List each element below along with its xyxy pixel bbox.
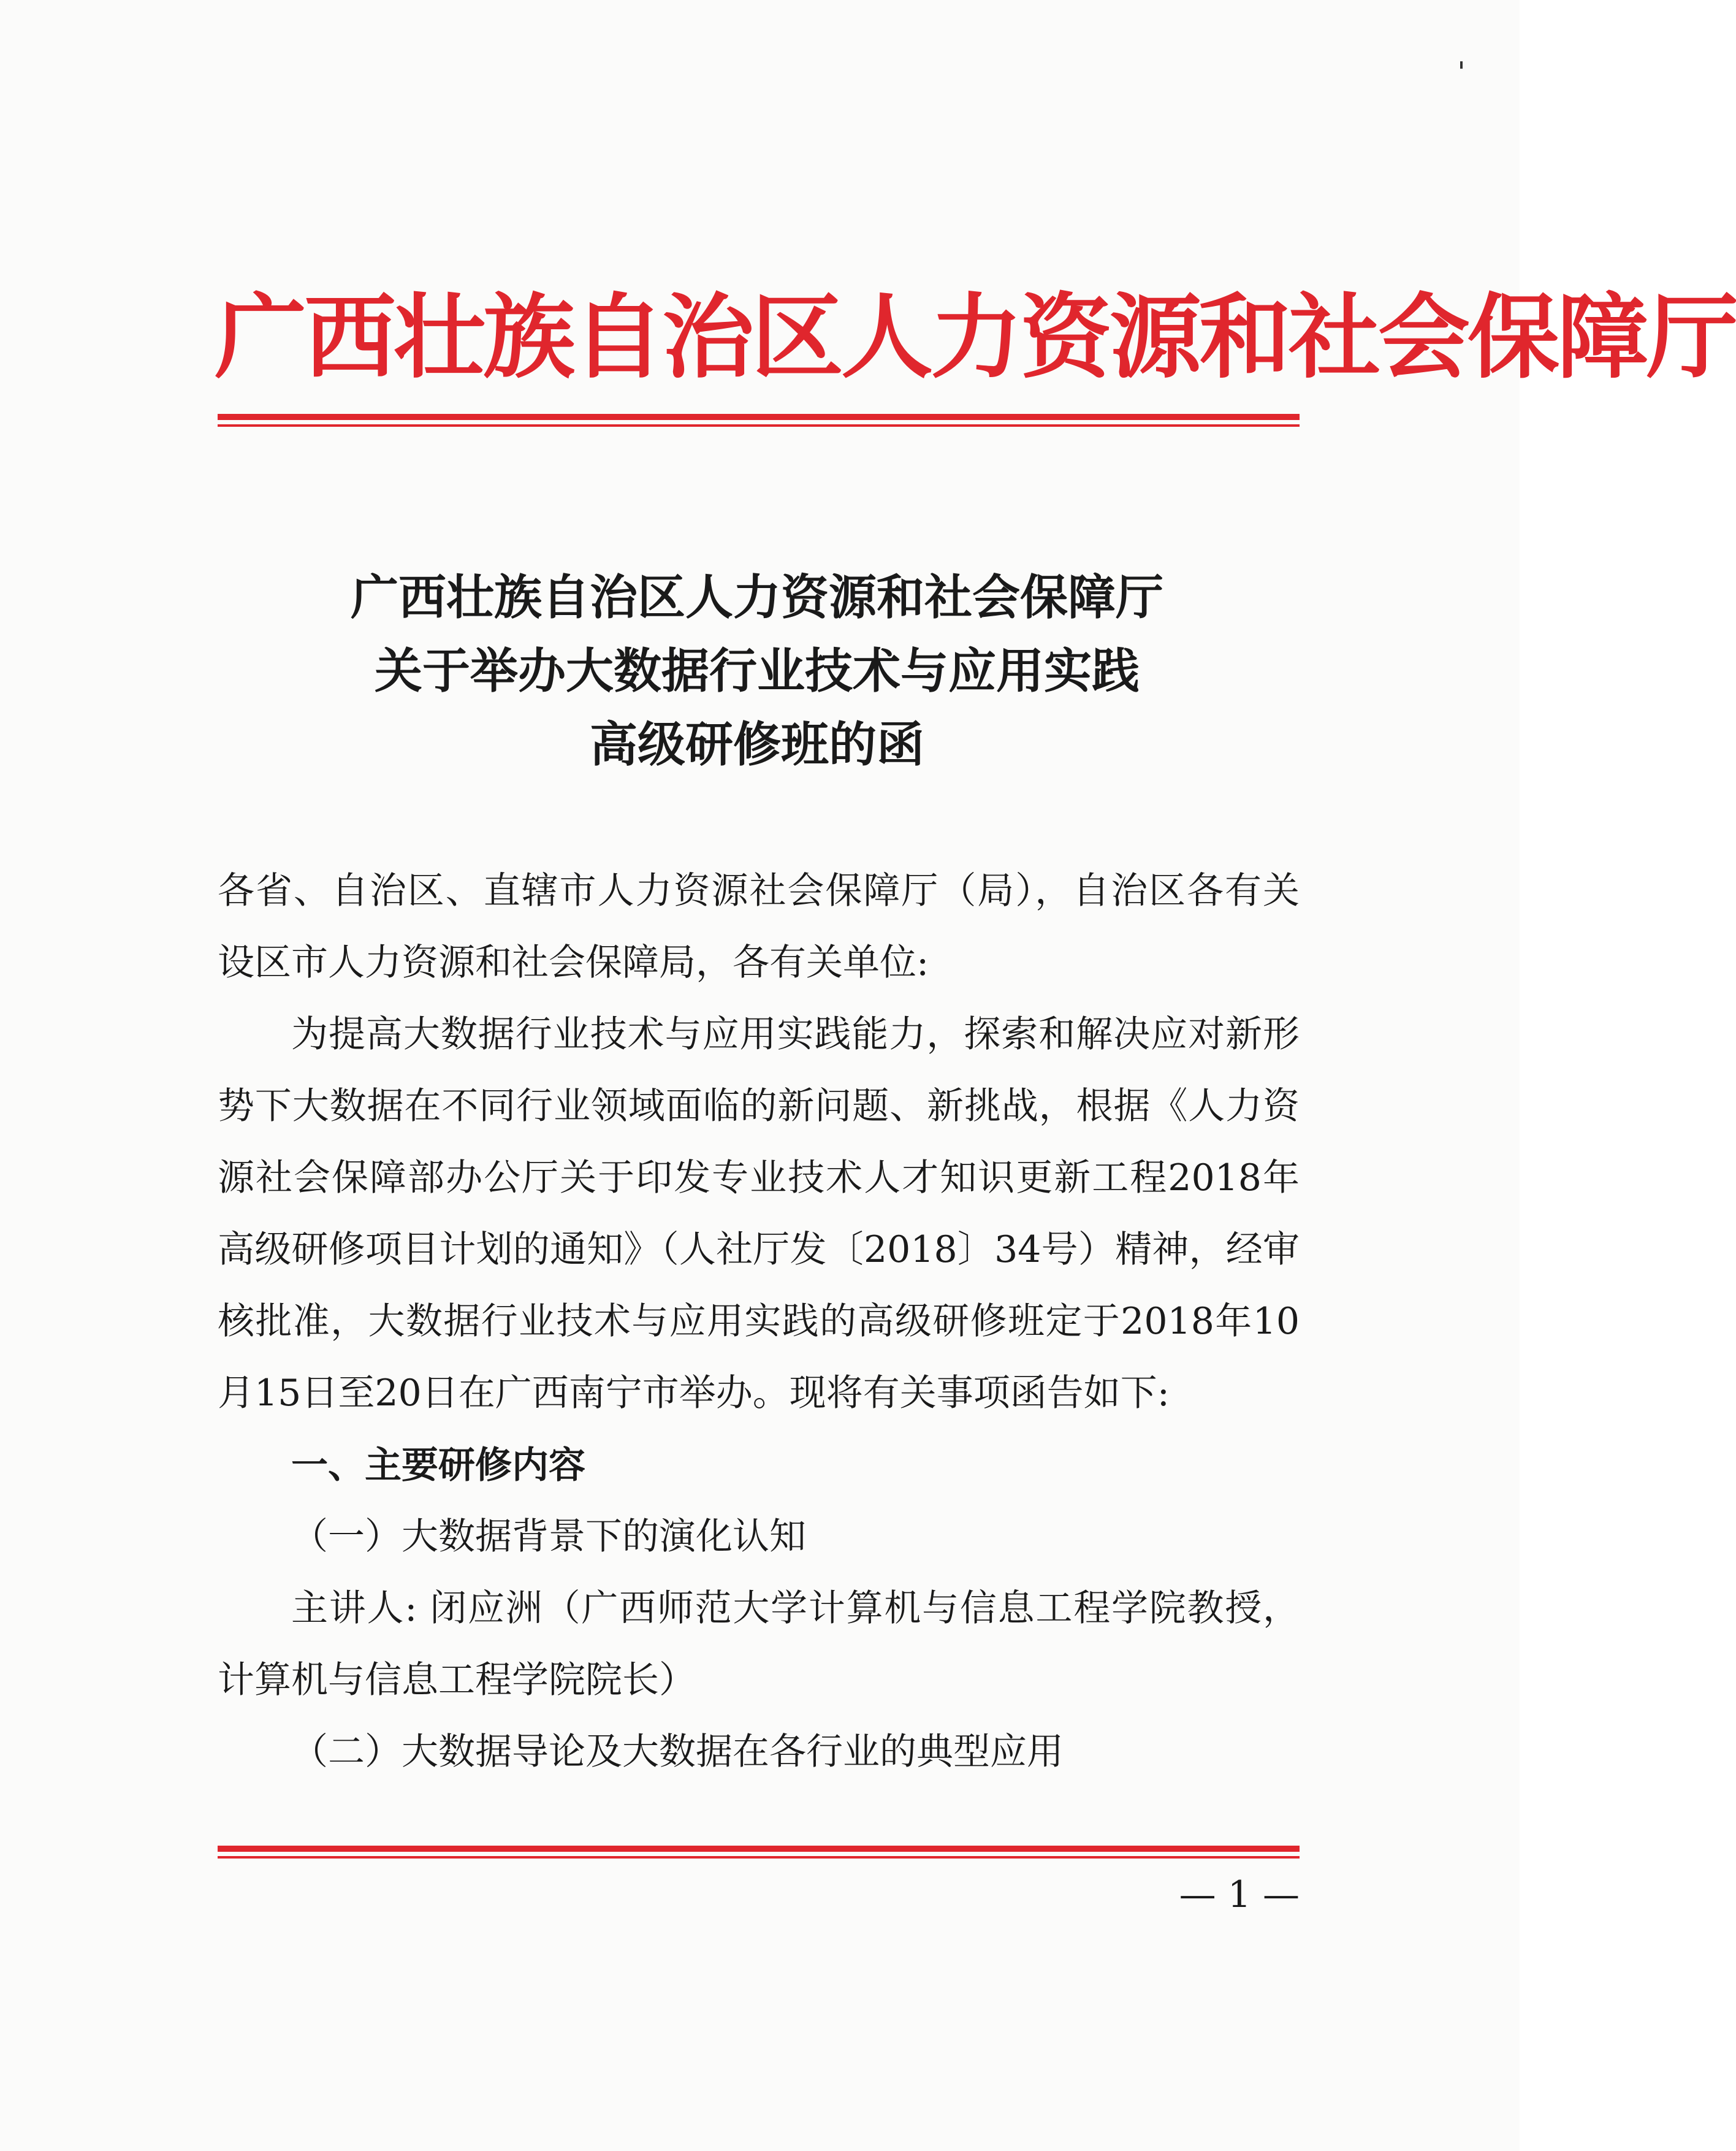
letterhead-divider-thick [218, 414, 1300, 420]
title-line-2: 关于举办大数据行业技术与应用实践 [374, 643, 1140, 699]
speaker-info: 主讲人: 闭应洲（广西师范大学计算机与信息工程学院教授，计算机与信息工程学院院长） [218, 1587, 1300, 1702]
document-body [218, 855, 1300, 1788]
list-item-title: （二）大数据导论及大数据在各行业的典型应用 [291, 1730, 1064, 1773]
list-item-title: （一）大数据背景下的演化认知 [291, 1515, 806, 1558]
body-paragraph: 为提高大数据行业技术与应用实践能力，探索和解决应对新形势下大数据在不同行业领域面临的新问题、新挑战，根据《人力资源社会保障部办公厅关于印发专业技术人才知识更新工程2018年高级研修项目计划的通知》（人社厅发〔2018〕34号）精神，经审核批准，大数据行业技术与应用实践的高级研修班定于2018年10月15日至20日在广西南宁市举办。现将有关事项函告如下: [218, 1013, 1300, 1415]
document-title [215, 561, 1300, 782]
scan-mark [1460, 61, 1463, 69]
footer-divider-thick [218, 1846, 1300, 1852]
letterhead-org-name: 广西壮族自治区人力资源和社会保障厅 [215, 286, 1736, 389]
section-heading: 一、主要研修内容 [291, 1445, 585, 1486]
title-line-3: 高级研修班的函 [589, 717, 924, 773]
addressee: 各省、自治区、直辖市人力资源社会保障厅（局），自治区各有关设区市人力资源和社会保障局，各有关单位: [218, 869, 1300, 984]
footer-divider-thin [218, 1856, 1300, 1859]
title-line-1: 广西壮族自治区人力资源和社会保障厅 [350, 570, 1163, 625]
letterhead-divider-thin [218, 424, 1300, 427]
page-number: — 1 — [1179, 1873, 1300, 1916]
